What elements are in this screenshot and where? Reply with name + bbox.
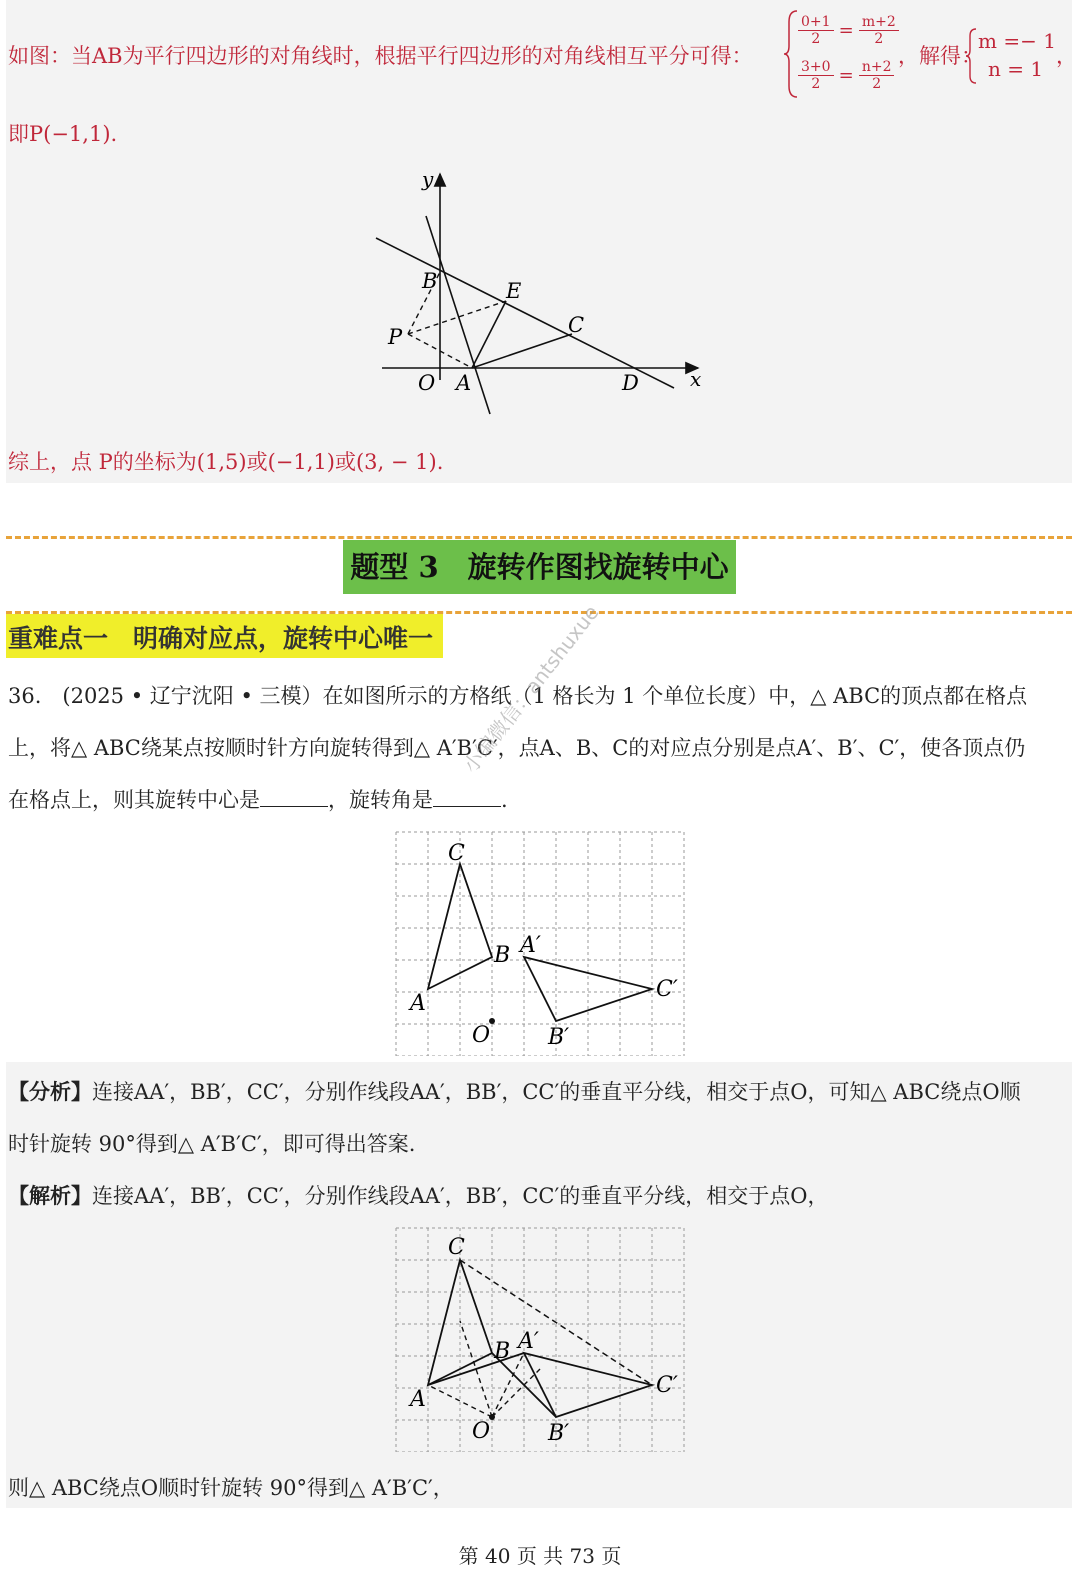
grid2-label-o: O	[472, 1419, 491, 1444]
grid2-label-a1: A′	[518, 1329, 539, 1354]
solve-label: ，解得：	[898, 44, 982, 68]
analysis-tag: 【分析】	[8, 1079, 92, 1104]
explanation-line-2: 则△ ABC绕点O顺时针旋转 90°得到△ A′B′C′，	[8, 1476, 454, 1500]
solution-line-2: 即P(−1,1).	[8, 122, 118, 146]
eq2-right-denominator: 2	[872, 76, 882, 92]
eq1-right-fraction	[859, 14, 899, 47]
eq2-left-fraction	[798, 59, 834, 92]
grid2-label-b: B	[494, 1339, 511, 1364]
watermark: 小编微信：antshuxue	[458, 600, 604, 778]
explanation-text-1: 连接AA′，BB′，CC′，分别作线段AA′，BB′，CC′的垂直平分线，相交于点O，	[92, 1184, 829, 1208]
eq1-left-fraction	[798, 14, 834, 47]
grid-label-c1: C′	[656, 977, 678, 1002]
solution-m: m =− 1	[978, 29, 1056, 53]
label-e: E	[506, 279, 522, 303]
grid2-label-c1: C′	[656, 1373, 678, 1398]
solution-line-1-lead: 如图：当AB为平行四边形的对角线时，根据平行四边形的对角线相互平分可得：	[8, 44, 753, 68]
label-p: P	[388, 325, 403, 349]
answer-blank-center[interactable]	[260, 788, 328, 807]
solution-system	[966, 26, 1066, 86]
grid-label-b: B	[494, 943, 511, 968]
solution-brace-icon	[966, 26, 978, 86]
grid-label-o: O	[472, 1023, 491, 1048]
conclusion: 综上，点 P的坐标为(1,5)或(−1,1)或(3, − 1).	[8, 450, 444, 474]
explanation-line-1	[8, 1180, 829, 1210]
label-x: x	[690, 367, 702, 391]
question-line-3-c: .	[501, 788, 508, 812]
analysis-line-1	[8, 1076, 1021, 1106]
eq2-left-numerator: 3+0	[798, 59, 834, 76]
page-footer: 第 40 页 共 73 页	[458, 1544, 622, 1568]
eq1-left-denominator: 2	[811, 31, 821, 47]
eq1-left-numerator: 0+1	[798, 14, 834, 31]
grid-label-a: A	[410, 991, 426, 1016]
question-line-3-b: ，旋转角是	[328, 788, 433, 812]
label-d: D	[622, 371, 639, 395]
eq1-right-numerator: m+2	[859, 14, 899, 31]
grid2-label-c: C	[448, 1235, 465, 1260]
eq2-left-denominator: 2	[811, 76, 821, 92]
label-b: B	[422, 269, 438, 293]
analysis-text-1: 连接AA′，BB′，CC′，分别作线段AA′，BB′，CC′的垂直平分线，相交于点O，可知△ ABC绕点O顺	[92, 1080, 1021, 1104]
question-line-3-a: 在格点上，则其旋转中心是	[8, 788, 260, 812]
trailing-comma: ，	[1056, 44, 1077, 68]
label-o: O	[418, 371, 436, 395]
label-c: C	[568, 313, 585, 337]
label-y: y	[422, 168, 434, 191]
grid-label-b1: B′	[548, 1025, 570, 1050]
eq2-right-fraction	[859, 59, 895, 92]
analysis-line-2: 时针旋转 90°得到△ A′B′C′，即可得出答案.	[8, 1132, 416, 1156]
question-line-3	[8, 784, 508, 814]
grid-figure-question	[390, 826, 690, 1056]
solution-line-1	[8, 40, 753, 70]
eq2-right-numerator: n+2	[859, 59, 895, 76]
solution-n: n = 1	[988, 57, 1044, 81]
grid-label-a1: A′	[520, 933, 541, 958]
explanation-tag: 【解析】	[8, 1183, 92, 1208]
separator-top	[6, 536, 1072, 539]
subheading: 重难点一 明确对应点，旋转中心唯一	[6, 614, 443, 658]
grid-figure-solution	[390, 1222, 690, 1452]
answer-blank-angle[interactable]	[433, 788, 501, 807]
coordinate-figure	[370, 168, 710, 418]
equation-system: $\frac{0+1}{2}$ = $\frac{m+2}{2}$ $\frac{3+0}{2}$ = $\frac{n+2}{2}$	[784, 8, 904, 100]
section-banner: 题型 3 旋转作图找旋转中心	[343, 540, 736, 594]
question-line-2: 上，将△ ABC绕某点按顺时针方向旋转得到△ A′B′C′，点A、B、C的对应点分别是点A′、B′、C′，使各顶点仍	[8, 736, 1026, 760]
label-a: A	[456, 371, 472, 395]
grid2-label-b1: B′	[548, 1421, 570, 1446]
grid-label-c: C	[448, 841, 465, 866]
eq1-right-denominator: 2	[874, 31, 884, 47]
grid2-label-a: A	[410, 1387, 426, 1412]
question-line-1: 36. (2025 • 辽宁沈阳 • 三模）在如图所示的方格纸（1 格长为 1 个单位长度）中，△ ABC的顶点都在格点	[8, 684, 1028, 708]
line-bd	[376, 238, 674, 388]
